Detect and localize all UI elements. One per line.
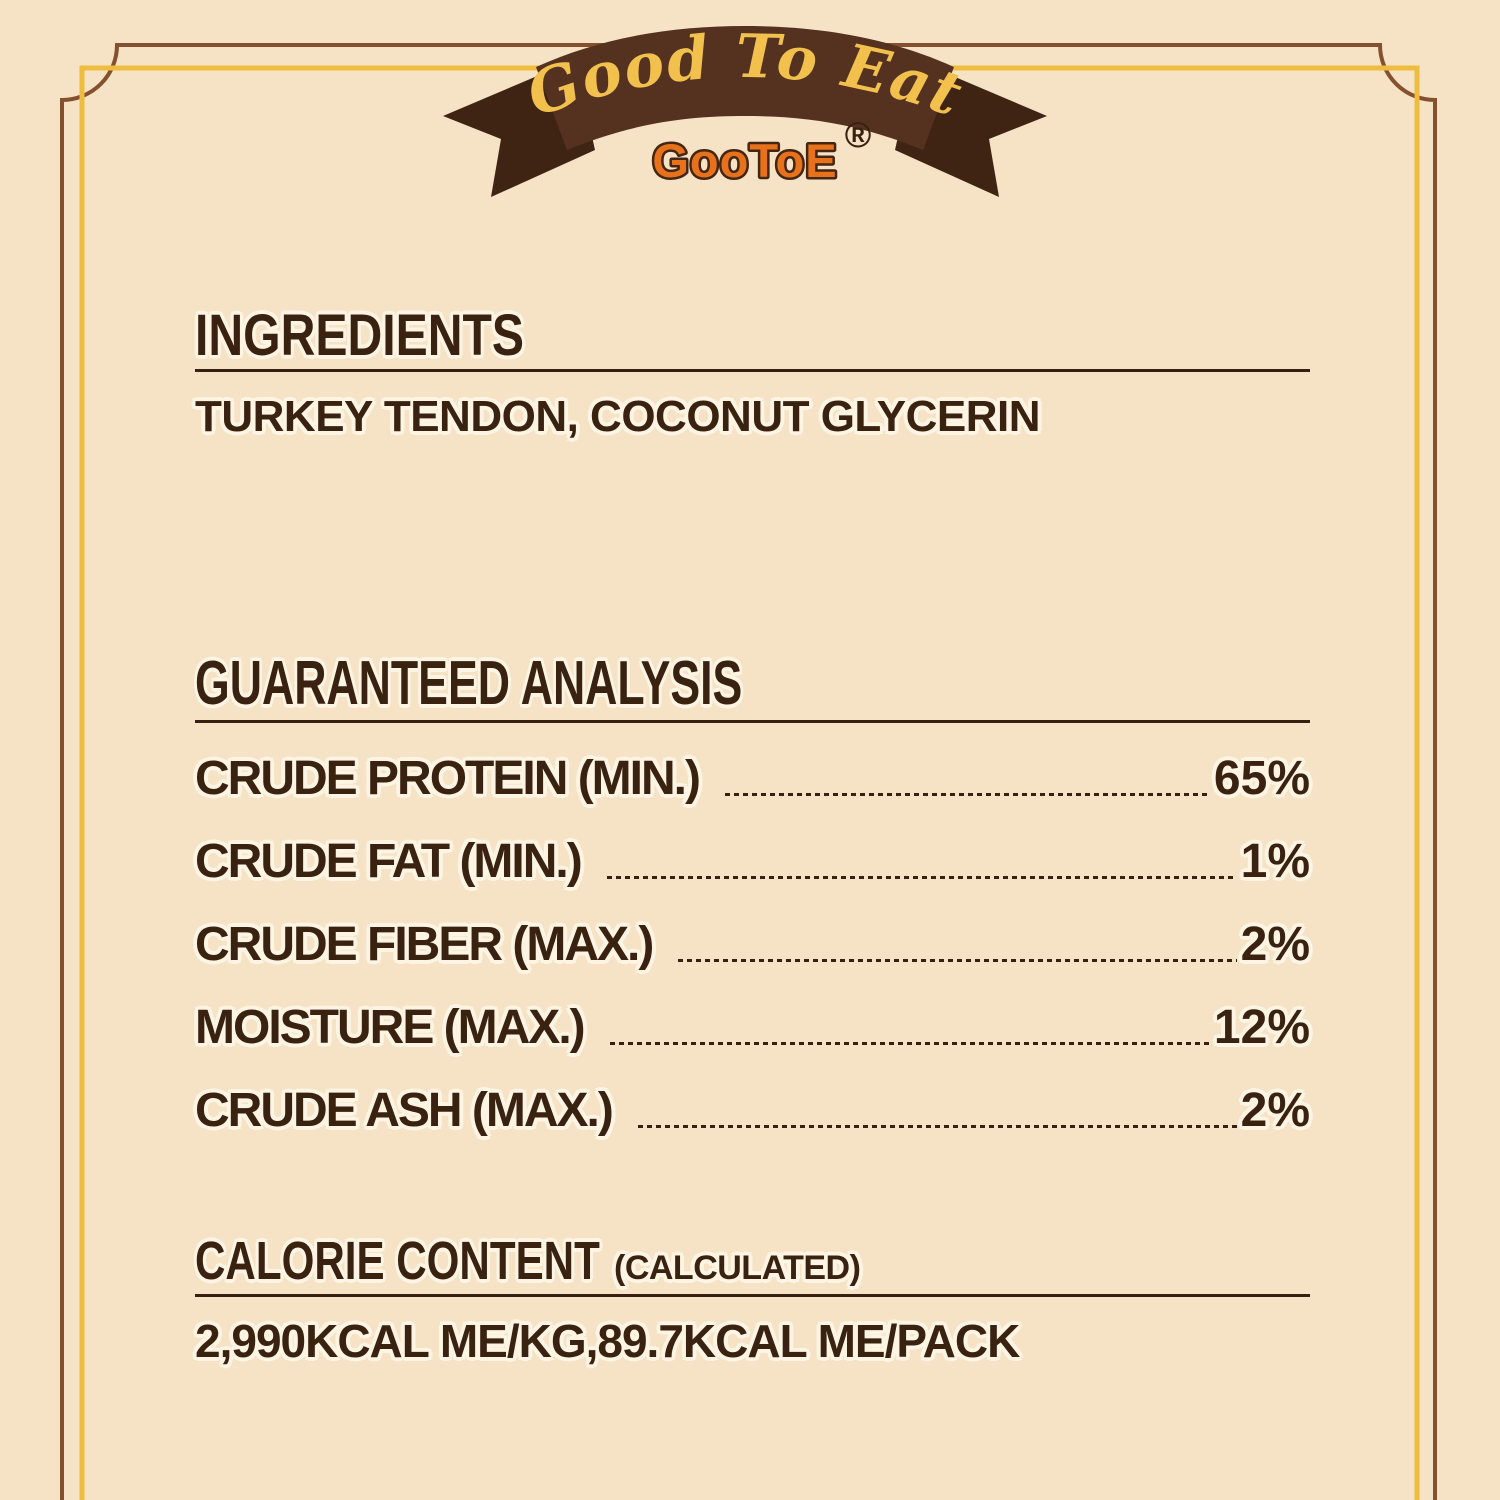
calorie-content-subtitle: (CALCULATED) [614,1249,861,1287]
dotted-leader [638,1125,1237,1128]
calorie-content-title: CALORIE CONTENT [195,1231,600,1291]
analysis-row-label: CRUDE FIBER (MAX.) [195,917,653,971]
analysis-row-value: 12% [1213,1000,1310,1054]
ingredients-divider [195,369,1310,372]
analysis-row-value: 2% [1240,1083,1310,1137]
guaranteed-analysis-title: GUARANTEED ANALYSIS [195,649,743,718]
analysis-row-value: 2% [1240,917,1310,971]
brand-logo-wordmark: GooToE [652,134,838,187]
analysis-row-value: 65% [1213,751,1310,805]
analysis-row-moisture [195,1000,1310,1054]
analysis-row-crude-fiber [195,917,1310,971]
analysis-row-label: CRUDE PROTEIN (MIN.) [195,751,699,805]
calorie-content-value: 2,990KCAL ME/KG,89.7KCAL ME/PACK [195,1315,1020,1367]
analysis-row-crude-ash [195,1083,1310,1137]
dotted-leader [678,959,1236,962]
guaranteed-analysis-table [195,751,1310,1137]
dotted-leader [725,793,1210,796]
analysis-row-crude-protein [195,751,1310,805]
analysis-row-label: CRUDE FAT (MIN.) [195,834,581,888]
brand-ribbon-banner [443,22,1047,197]
analysis-row-value: 1% [1240,834,1310,888]
registered-trademark-icon: ® [844,114,872,155]
ingredients-section [195,303,1310,442]
dotted-leader [610,1042,1210,1045]
analysis-row-crude-fat [195,834,1310,888]
ingredients-text: TURKEY TENDON, COCONUT GLYCERIN [195,392,1041,442]
analysis-row-label: CRUDE ASH (MAX.) [195,1083,612,1137]
calorie-content-divider [195,1294,1310,1297]
analysis-row-label: MOISTURE (MAX.) [195,1000,584,1054]
dotted-leader [607,876,1237,879]
calorie-content-section [195,1231,1310,1411]
ingredients-title: INGREDIENTS [195,303,524,368]
guaranteed-analysis-section [195,649,1310,1170]
ribbon-script-title: Good To Eat [518,21,973,132]
guaranteed-analysis-divider [195,720,1310,723]
calorie-content-heading [195,1231,1310,1291]
